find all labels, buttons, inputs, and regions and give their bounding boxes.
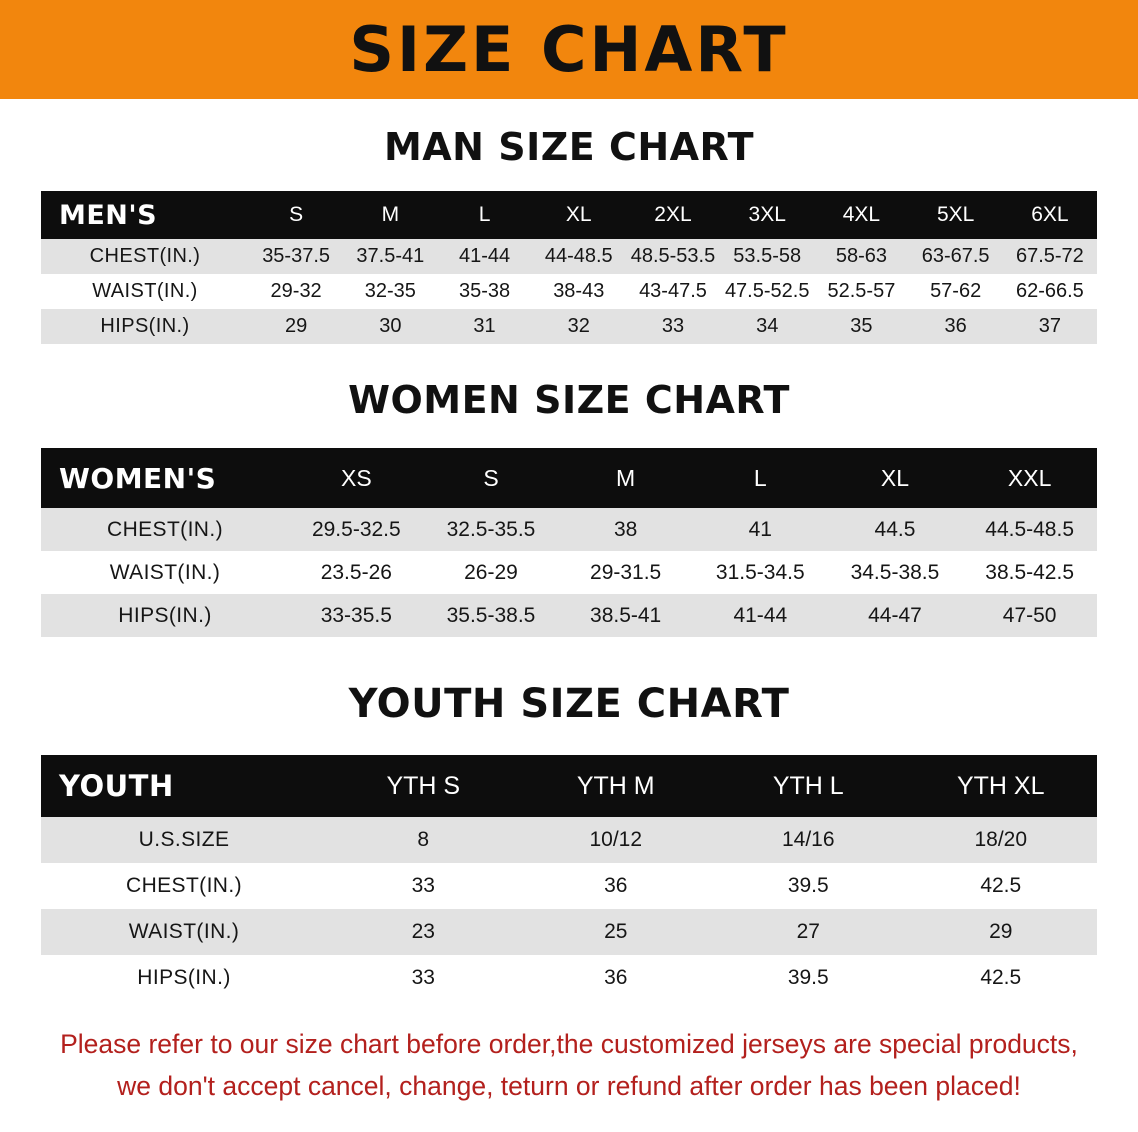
women-chest-label: CHEST(IN.) [41, 508, 289, 551]
table-cell: 44-48.5 [532, 239, 626, 274]
table-row [41, 594, 1097, 637]
table-cell: 27 [712, 909, 905, 955]
table-cell: 58-63 [814, 239, 908, 274]
table-cell: 14/16 [712, 817, 905, 863]
man-col-xl: XL [565, 203, 592, 226]
table-cell: 53.5-58 [720, 239, 814, 274]
table-cell: 43-47.5 [626, 274, 720, 309]
table-row [41, 551, 1097, 594]
table-cell: 31.5-34.5 [693, 551, 828, 594]
women-col-xxl: XXL [1007, 464, 1052, 491]
table-cell: 39.5 [712, 863, 905, 909]
table-row [41, 863, 1097, 909]
table-cell: 62-66.5 [1003, 274, 1097, 309]
table-cell: 30 [343, 309, 437, 344]
man-size-table [41, 191, 1097, 344]
table-cell: 38-43 [532, 274, 626, 309]
youth-col-l: YTH L [772, 771, 844, 800]
man-hips-label: HIPS(IN.) [41, 309, 249, 344]
table-cell: 29.5-32.5 [289, 508, 424, 551]
man-row-header-label: MEN'S [59, 199, 158, 231]
table-cell: 37.5-41 [343, 239, 437, 274]
man-col-3xl: 3XL [748, 203, 786, 226]
table-cell: 32 [532, 309, 626, 344]
youth-hips-label: HIPS(IN.) [41, 955, 327, 1001]
youth-col-m: YTH M [576, 771, 655, 800]
table-cell: 38.5-41 [558, 594, 693, 637]
table-cell: 35-38 [437, 274, 531, 309]
youth-ussize-label: U.S.SIZE [41, 817, 327, 863]
table-row [41, 909, 1097, 955]
table-cell: 63-67.5 [909, 239, 1003, 274]
table-cell: 26-29 [424, 551, 559, 594]
youth-col-s: YTH S [386, 771, 461, 800]
women-col-s: S [483, 464, 499, 491]
table-cell: 44.5-48.5 [962, 508, 1097, 551]
youth-chest-label: CHEST(IN.) [41, 863, 327, 909]
table-row [41, 309, 1097, 344]
youth-row-header-label: YOUTH [59, 769, 174, 803]
women-waist-label: WAIST(IN.) [41, 551, 289, 594]
table-cell: 32.5-35.5 [424, 508, 559, 551]
table-cell: 23.5-26 [289, 551, 424, 594]
table-cell: 35 [814, 309, 908, 344]
table-cell: 47-50 [962, 594, 1097, 637]
table-cell: 29 [249, 309, 343, 344]
youth-waist-label: WAIST(IN.) [41, 909, 327, 955]
man-section-title: MAN SIZE CHART [383, 125, 755, 169]
women-row-header-label: WOMEN'S [59, 461, 217, 495]
table-cell: 36 [520, 863, 713, 909]
table-cell: 31 [437, 309, 531, 344]
table-cell: 48.5-53.5 [626, 239, 720, 274]
table-cell: 33 [327, 863, 520, 909]
youth-section-title: YOUTH SIZE CHART [348, 681, 790, 727]
women-hips-label: HIPS(IN.) [41, 594, 289, 637]
table-cell: 29-32 [249, 274, 343, 309]
table-cell: 38 [558, 508, 693, 551]
disclaimer-line-1: Please refer to our size chart before order,the customized jerseys are special products, [60, 1029, 1078, 1059]
table-cell: 25 [520, 909, 713, 955]
table-cell: 18/20 [905, 817, 1098, 863]
disclaimer-line-2: we don't accept cancel, change, teturn or refund after order has been placed! [117, 1071, 1021, 1102]
table-cell: 10/12 [520, 817, 713, 863]
youth-size-table [41, 755, 1097, 1001]
man-col-6xl: 6XL [1031, 203, 1069, 226]
table-cell: 8 [327, 817, 520, 863]
table-row [41, 274, 1097, 309]
women-section-title: WOMEN SIZE CHART [348, 378, 790, 422]
man-waist-label: WAIST(IN.) [41, 274, 249, 309]
table-header-row [41, 755, 1097, 817]
table-header-row [41, 448, 1097, 508]
table-cell: 32-35 [343, 274, 437, 309]
youth-table-wrap [41, 755, 1097, 1001]
table-header-row [41, 191, 1097, 239]
table-cell: 42.5 [905, 955, 1098, 1001]
table-cell: 35.5-38.5 [424, 594, 559, 637]
table-row [41, 508, 1097, 551]
man-col-m: M [381, 203, 400, 226]
women-col-xs: XS [340, 464, 372, 491]
table-cell: 34.5-38.5 [828, 551, 963, 594]
table-cell: 41 [693, 508, 828, 551]
table-cell: 41-44 [693, 594, 828, 637]
man-col-l: L [478, 203, 491, 226]
table-cell: 33 [327, 955, 520, 1001]
man-col-s: S [289, 203, 304, 226]
table-cell: 52.5-57 [814, 274, 908, 309]
table-cell: 23 [327, 909, 520, 955]
youth-col-xl: YTH XL [956, 771, 1045, 800]
man-col-2xl: 2XL [654, 203, 692, 226]
women-table-wrap [41, 448, 1097, 637]
banner [0, 0, 1138, 99]
table-cell: 34 [720, 309, 814, 344]
table-cell: 33-35.5 [289, 594, 424, 637]
table-cell: 36 [909, 309, 1003, 344]
table-cell: 44.5 [828, 508, 963, 551]
table-cell: 42.5 [905, 863, 1098, 909]
man-col-4xl: 4XL [842, 203, 881, 226]
table-cell: 29-31.5 [558, 551, 693, 594]
women-col-l: L [753, 464, 767, 491]
table-cell: 35-37.5 [249, 239, 343, 274]
women-col-m: M [616, 464, 636, 491]
table-row [41, 239, 1097, 274]
disclaimer-note [39, 1023, 1099, 1108]
man-chest-label: CHEST(IN.) [41, 239, 249, 274]
table-cell: 67.5-72 [1003, 239, 1097, 274]
table-cell: 47.5-52.5 [720, 274, 814, 309]
man-table-wrap [41, 191, 1097, 344]
table-cell: 44-47 [828, 594, 963, 637]
table-cell: 33 [626, 309, 720, 344]
table-cell: 39.5 [712, 955, 905, 1001]
table-cell: 41-44 [437, 239, 531, 274]
table-cell: 36 [520, 955, 713, 1001]
women-size-table [41, 448, 1097, 637]
table-cell: 57-62 [909, 274, 1003, 309]
man-col-5xl: 5XL [936, 203, 975, 226]
table-cell: 38.5-42.5 [962, 551, 1097, 594]
table-row [41, 817, 1097, 863]
table-cell: 29 [905, 909, 1098, 955]
women-col-xl: XL [880, 464, 910, 491]
table-row [41, 955, 1097, 1001]
table-cell: 37 [1003, 309, 1097, 344]
page-title: SIZE CHART [349, 12, 789, 86]
